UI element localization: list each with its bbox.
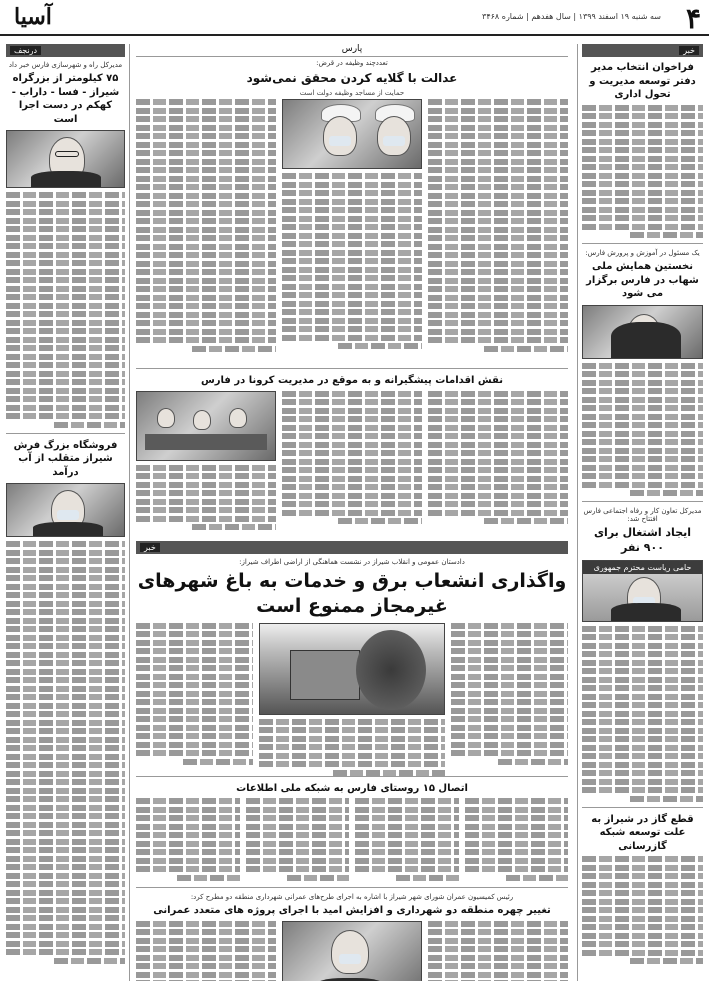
right-story3-body (582, 626, 703, 802)
right-story1-body (582, 105, 703, 239)
left-story2-title: فروشگاه بزرگ فرش شیراز متقلب از آب درآمد (13, 439, 118, 478)
center-story3-title: واگذاری انشعاب برق و خدمات به باغ شهرهای غیرمجاز ممنوع است (137, 569, 567, 618)
left-column (6, 44, 130, 981)
center-story1-photo (282, 99, 422, 169)
center-story1-title: عدالت با گلایه کردن محقق نمی‌شود (246, 71, 458, 85)
right-story4-body (582, 856, 703, 964)
center-story3-photo (259, 623, 446, 715)
right-story2-title: نخستین همایش ملی شهاب در فارس برگزار می شود (586, 261, 699, 299)
right-story3-banner: حامی ریاست محترم جمهوری (583, 561, 702, 574)
right-story3-kicker: مدیرکل تعاون کار و رفاه اجتماعی فارس افتتاح شد: (583, 507, 702, 523)
left-section-label (6, 44, 125, 57)
center-section-label: پارس (136, 44, 568, 57)
left-story1-kicker: مدیرکل راه و شهرسازی فارس خبر داد (8, 61, 123, 69)
masthead (0, 0, 709, 36)
right-section-label (582, 44, 703, 57)
center-story5-kicker: رئیس کمیسیون عمران شورای شهر شیراز با اشاره به اجرای طرح‌های عمرانی شهرداری منطقه دو مطرح کرد: (190, 893, 514, 902)
center-story2-title: نقش اقدامات پیشگیرانه و به موقع در مدیریت کرونا در فارس (200, 375, 503, 387)
center-story1-subtitle: حمایت از مساجد وظیفه دولت است (299, 89, 405, 98)
center-story3-kicker: دادستان عمومی و انقلاب شیراز در نشست هماهنگی از اراضی اطراف شیراز: (239, 557, 465, 566)
center-story2-photo (136, 391, 276, 461)
dateline: سه شنبه ۱۹ اسفند ۱۳۹۹ | سال هفدهم | شماره ۳۴۶۸ (482, 12, 661, 21)
right-story3-photo (582, 560, 703, 622)
right-story2-photo (582, 305, 703, 359)
right-story1-title: فراخوان انتخاب مدیر دفتر توسعه مدیریت و تحول اداری (589, 62, 696, 100)
left-story2-photo (6, 483, 125, 537)
left-story1-photo (6, 130, 125, 188)
left-story1-body (6, 192, 125, 428)
center-column (136, 44, 568, 981)
center-story3-body (136, 623, 568, 771)
page-number: ۴ (685, 3, 701, 34)
center-story4-title: اتصال ۱۵ روستای فارس به شبکه ملی اطلاعات (236, 782, 468, 794)
right-story4-title: قطع گاز در شیراز به علت توسعه شبکه گازرسانی (591, 813, 694, 852)
left-story2-body (6, 541, 125, 964)
center-story5-photo (282, 921, 422, 981)
right-story2-body (582, 363, 703, 497)
right-story3-title: ایجاد اشتغال برای ۹۰۰ نفر (593, 526, 692, 554)
center-story3-label (136, 541, 568, 554)
center-story5-body (136, 921, 568, 981)
right-column (577, 44, 703, 981)
center-story1-body (136, 99, 568, 363)
center-story4-body (136, 798, 568, 882)
right-story2-kicker: یک مسئول در آموزش و پرورش فارس: (585, 249, 700, 257)
center-story2-body (136, 391, 568, 541)
section-tag: درنجف (10, 46, 41, 55)
section-tag: خبر (679, 46, 699, 55)
newspaper-logo: آسیا (14, 4, 52, 30)
left-story1-title: ۷۵ کیلومتر از بزرگراه شیراز - فسا - داراب - کهکم در دست اجرا است (11, 73, 120, 125)
section-tag: خبر (140, 543, 160, 552)
center-story1-kicker: تعددچند وظیفه در قرض: (316, 59, 388, 67)
center-story5-title: تغییر چهره منطقه دو شهرداری و افزایش امید با اجرای پروژه های متعدد عمرانی (153, 905, 551, 917)
